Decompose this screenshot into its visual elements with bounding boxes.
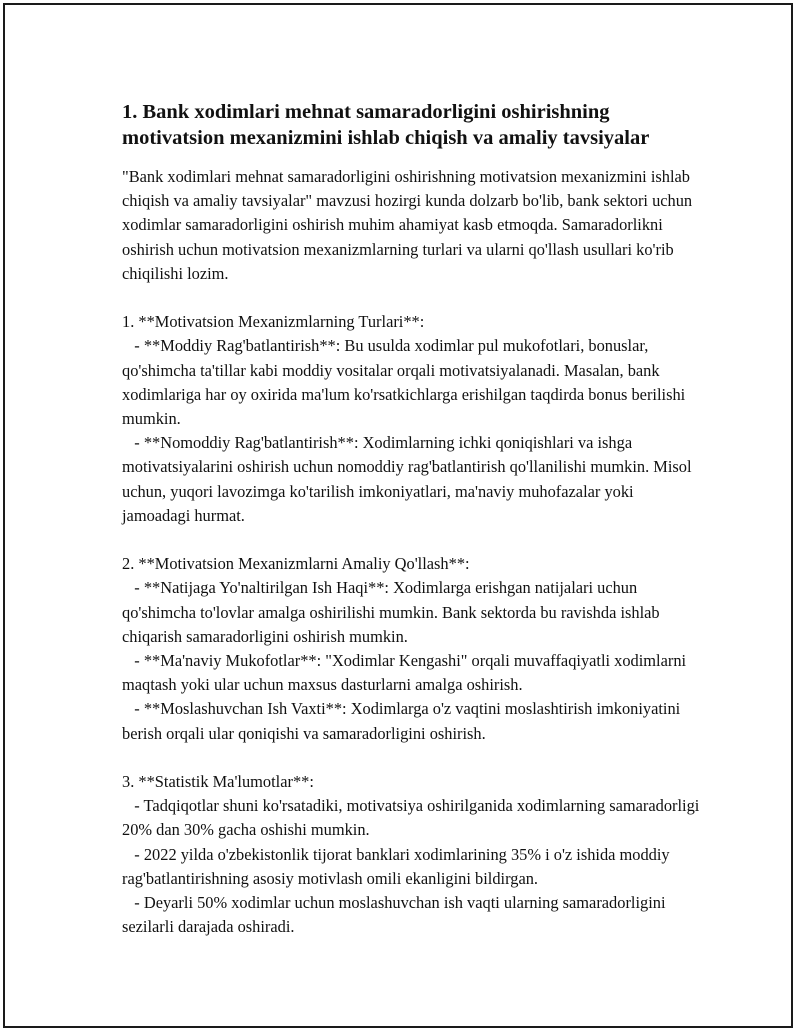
- list-item: - Tadqiqotlar shuni ko'rsatadiki, motivatsiya oshirilganida xodimlarning samaradorligi 20% dan 30% gacha oshishi mumkin.: [122, 796, 704, 840]
- list-item: - **Moslashuvchan Ish Vaxti**: Xodimlarga o'z vaqtini moslashtirish imkoniyatini berish orqali ular qoniqishi va samaradorligini oshirish.: [122, 699, 685, 743]
- intro-paragraph: "Bank xodimlari mehnat samaradorligini oshirishning motivatsion mexanizmini ishlab chiqish va amaliy tavsiyalar" mavzusi hozirgi kunda dolzarb bo'lib, bank sektori uchun xodimlar samaradorligini oshirish muhim ahamiyat kasb etmoqda. Samaradorlikni oshirish uchun motivatsion mexanizmlarning turlari va ularni qo'llash usullari ko'rib chiqilishi lozim.: [122, 167, 697, 283]
- list-item: - 2022 yilda o'zbekistonlik tijorat banklari xodimlarining 35% i o'z ishida moddiy rag'batlantirishning asosiy motivlash omili ekanligini bildirgan.: [122, 844, 674, 888]
- list-item: - **Natijaga Yo'naltirilgan Ish Haqi**: Xodimlarga erishgan natijalari uchun qo'shimcha to'lovlar amalga oshirilishi mumkin. Bank sektorda bu ravishda ishlab chiqarish samaradorligini oshirish mumkin.: [122, 578, 664, 646]
- section-title: 3. **Statistik Ma'lumotlar**:: [122, 772, 314, 792]
- document-body: [122, 99, 702, 939]
- page-frame: [3, 3, 793, 1028]
- list-item: - **Moddiy Rag'batlantirish**: Bu usulda xodimlar pul mukofotlari, bonuslar, qo'shimcha ta'tillar kabi moddiy vositalar orqali motivatsiyalanadi. Masalan, bank xodimlariga har oy oxirida ma'lum ko'rsatkichlarga erishilgan taqdirda bonus berilishi mumkin.: [122, 336, 690, 429]
- list-item: - **Nomoddiy Rag'batlantirish**: Xodimlarning ichki qoniqishlari va ishga motivatsiyalarini oshirish uchun nomoddiy rag'batlantirish qo'llanilishi mumkin. Misol uchun, yuqori lavozimga ko'tarilish imkoniyatlari, ma'naviy muhofazalar yoki jamoadagi hurmat.: [122, 433, 696, 525]
- section-title: 2. **Motivatsion Mexanizmlarni Amaliy Qo'llash**:: [122, 554, 470, 574]
- section-motivation-types: [122, 310, 702, 528]
- list-item: - **Ma'naviy Mukofotlar**: "Xodimlar Kengashi" orqali muvaffaqiyatli xodimlarni maqtash yoki ular uchun maxsus dasturlarni amalga oshirish.: [122, 651, 691, 695]
- section-title: 1. **Motivatsion Mexanizmlarning Turlari**:: [122, 312, 425, 332]
- list-item: - Deyarli 50% xodimlar uchun moslashuvchan ish vaqti ularning samaradorligini sezilarli darajada oshiradi.: [122, 893, 670, 937]
- page-title: 1. Bank xodimlari mehnat samaradorligini oshirishning motivatsion mexanizmini ishlab chiqish va amaliy tavsiyalar: [122, 101, 650, 149]
- section-statistics: [122, 770, 702, 939]
- section-practical-application: [122, 552, 702, 746]
